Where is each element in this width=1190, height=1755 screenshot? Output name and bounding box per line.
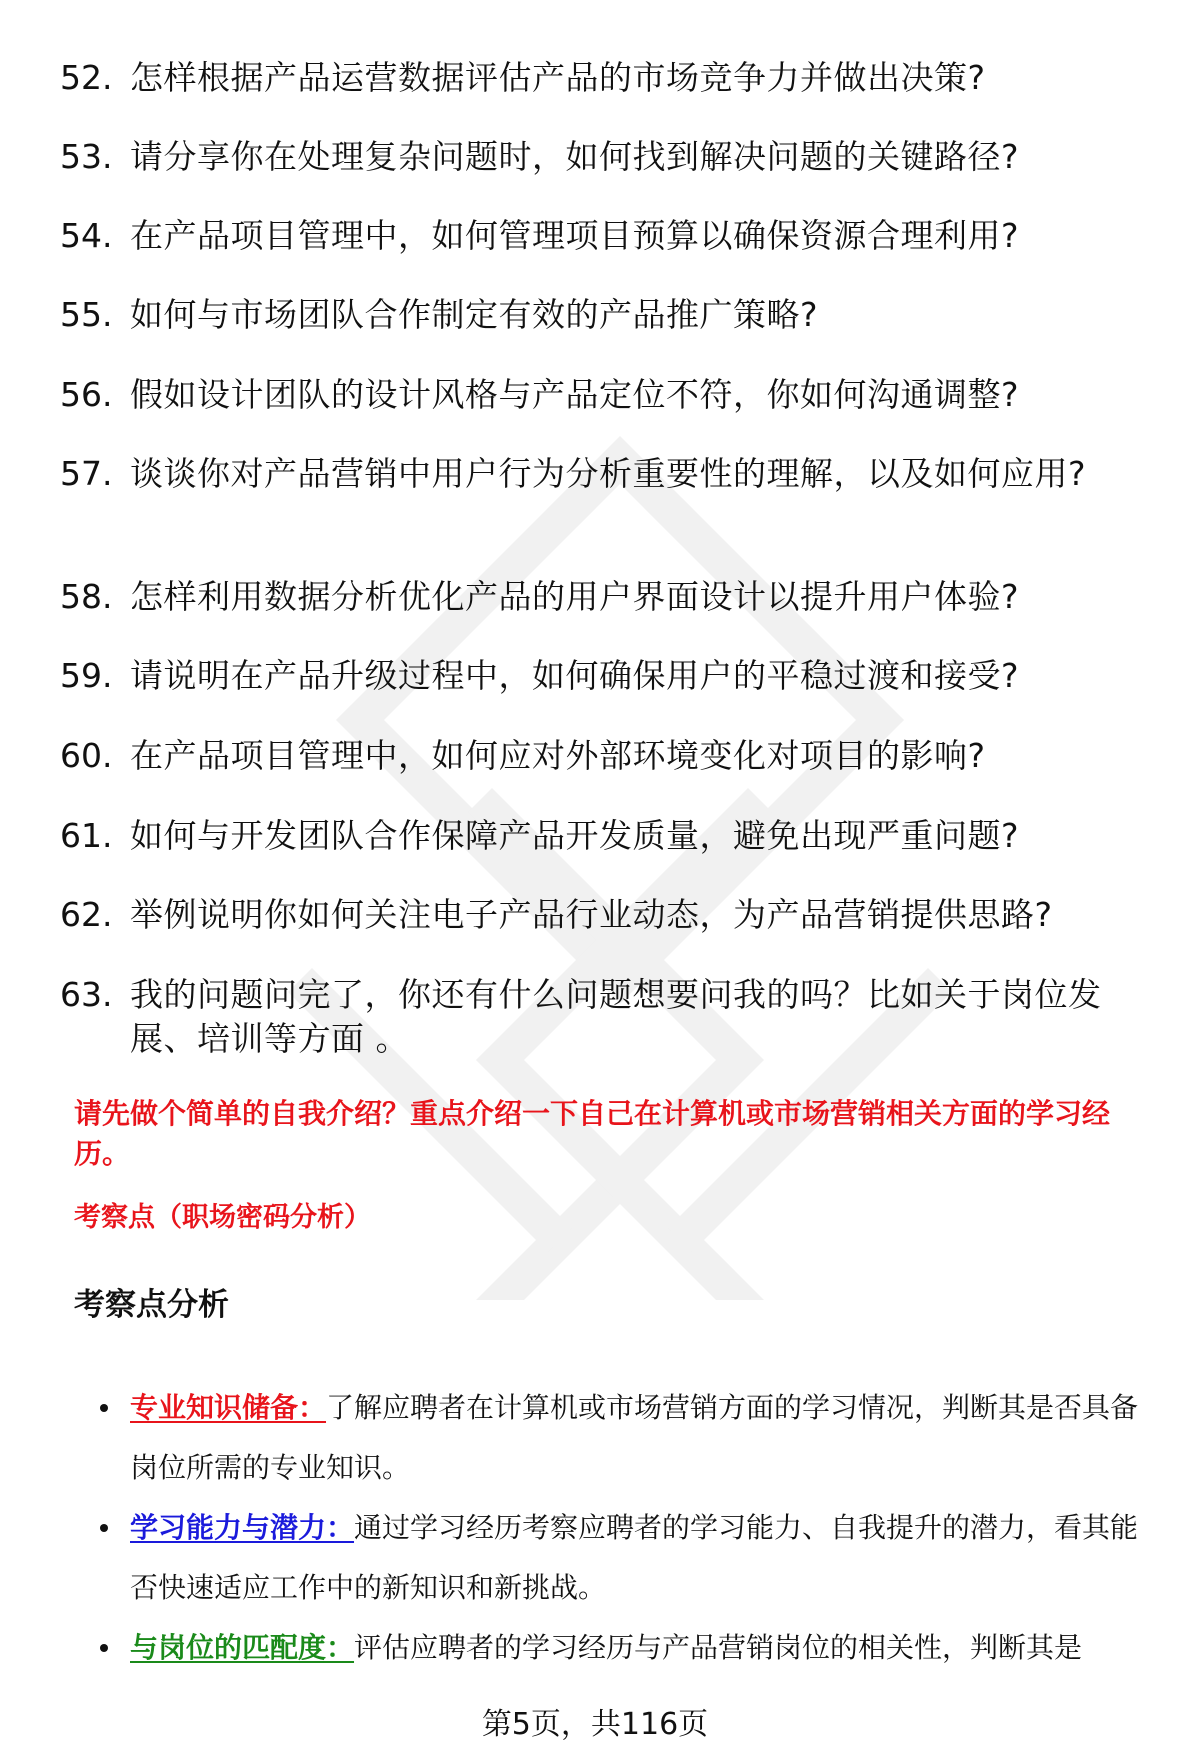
bullet-text: 了解应聘者在计算机或市场营销方面的学习情况，判断其是否具备岗位所需的专业知识。 — [130, 1391, 1139, 1484]
bullet-key-professional-knowledge: 专业知识储备： — [130, 1391, 327, 1424]
bullet-dot-icon — [100, 1524, 108, 1532]
question-item — [60, 135, 1150, 179]
question-number: 53. — [60, 137, 113, 176]
question-number: 63. — [60, 975, 113, 1014]
question-number: 58. — [60, 577, 113, 616]
question-item — [60, 373, 1150, 417]
question-number: 60. — [60, 736, 113, 775]
bullet-text: 通过学习经历考察应聘者的学习能力、自我提升的潜力，看其能否快速适应工作中的新知识和新挑战。 — [130, 1511, 1139, 1604]
question-item — [60, 56, 1150, 100]
question-text: 我的问题问完了，你还有什么问题想要问我的吗？比如关于岗位发展、培训等方面 。 — [130, 975, 1102, 1058]
question-item — [60, 575, 1150, 619]
question-text: 谈谈你对产品营销中用户行为分析重要性的理解，以及如何应用? — [130, 454, 1087, 493]
question-number: 55. — [60, 295, 113, 334]
question-item — [60, 973, 1150, 1061]
bullet-key-job-fit: 与岗位的匹配度： — [130, 1631, 355, 1664]
question-number: 52. — [60, 58, 113, 97]
question-text: 在产品项目管理中，如何管理项目预算以确保资源合理利用? — [130, 216, 1020, 255]
question-text: 如何与市场团队合作制定有效的产品推广策略? — [130, 295, 819, 334]
page-number-footer: 第5页，共116页 — [481, 1707, 709, 1742]
question-number: 62. — [60, 895, 113, 934]
question-item — [60, 654, 1150, 698]
analysis-title: 考察点分析 — [74, 1287, 229, 1323]
question-item — [60, 734, 1150, 778]
question-number: 57. — [60, 454, 113, 493]
question-item — [60, 214, 1150, 258]
bullet-key-learning-ability: 学习能力与潜力： — [130, 1511, 355, 1544]
question-number: 61. — [60, 816, 113, 855]
question-text: 在产品项目管理中，如何应对外部环境变化对项目的影响? — [130, 736, 986, 775]
assessment-subtitle: 考察点（职场密码分析） — [74, 1202, 371, 1233]
question-number: 59. — [60, 656, 113, 695]
interview-question-heading: 请先做个简单的自我介绍？重点介绍一下自己在计算机或市场营销相关方面的学习经历。 — [74, 1097, 1111, 1170]
question-number: 56. — [60, 375, 113, 414]
question-text: 如何与开发团队合作保障产品开发质量，避免出现严重问题? — [130, 816, 1020, 855]
question-text: 举例说明你如何关注电子产品行业动态，为产品营销提供思路? — [130, 895, 1053, 934]
question-item — [60, 893, 1150, 937]
question-text: 假如设计团队的设计风格与产品定位不符，你如何沟通调整? — [130, 375, 1020, 414]
question-number: 54. — [60, 216, 113, 255]
question-item — [60, 452, 1150, 496]
question-text: 怎样利用数据分析优化产品的用户界面设计以提升用户体验? — [130, 577, 1020, 616]
question-text: 怎样根据产品运营数据评估产品的市场竞争力并做出决策? — [130, 58, 986, 97]
bullet-dot-icon — [100, 1644, 108, 1652]
question-item — [60, 814, 1150, 858]
question-item — [60, 293, 1150, 337]
bullet-text: 评估应聘者的学习经历与产品营销岗位的相关性，判断其是 — [354, 1631, 1083, 1664]
question-text: 请分享你在处理复杂问题时，如何找到解决问题的关键路径? — [130, 137, 1020, 176]
bullet-dot-icon — [100, 1404, 108, 1412]
question-text: 请说明在产品升级过程中，如何确保用户的平稳过渡和接受? — [130, 656, 1020, 695]
